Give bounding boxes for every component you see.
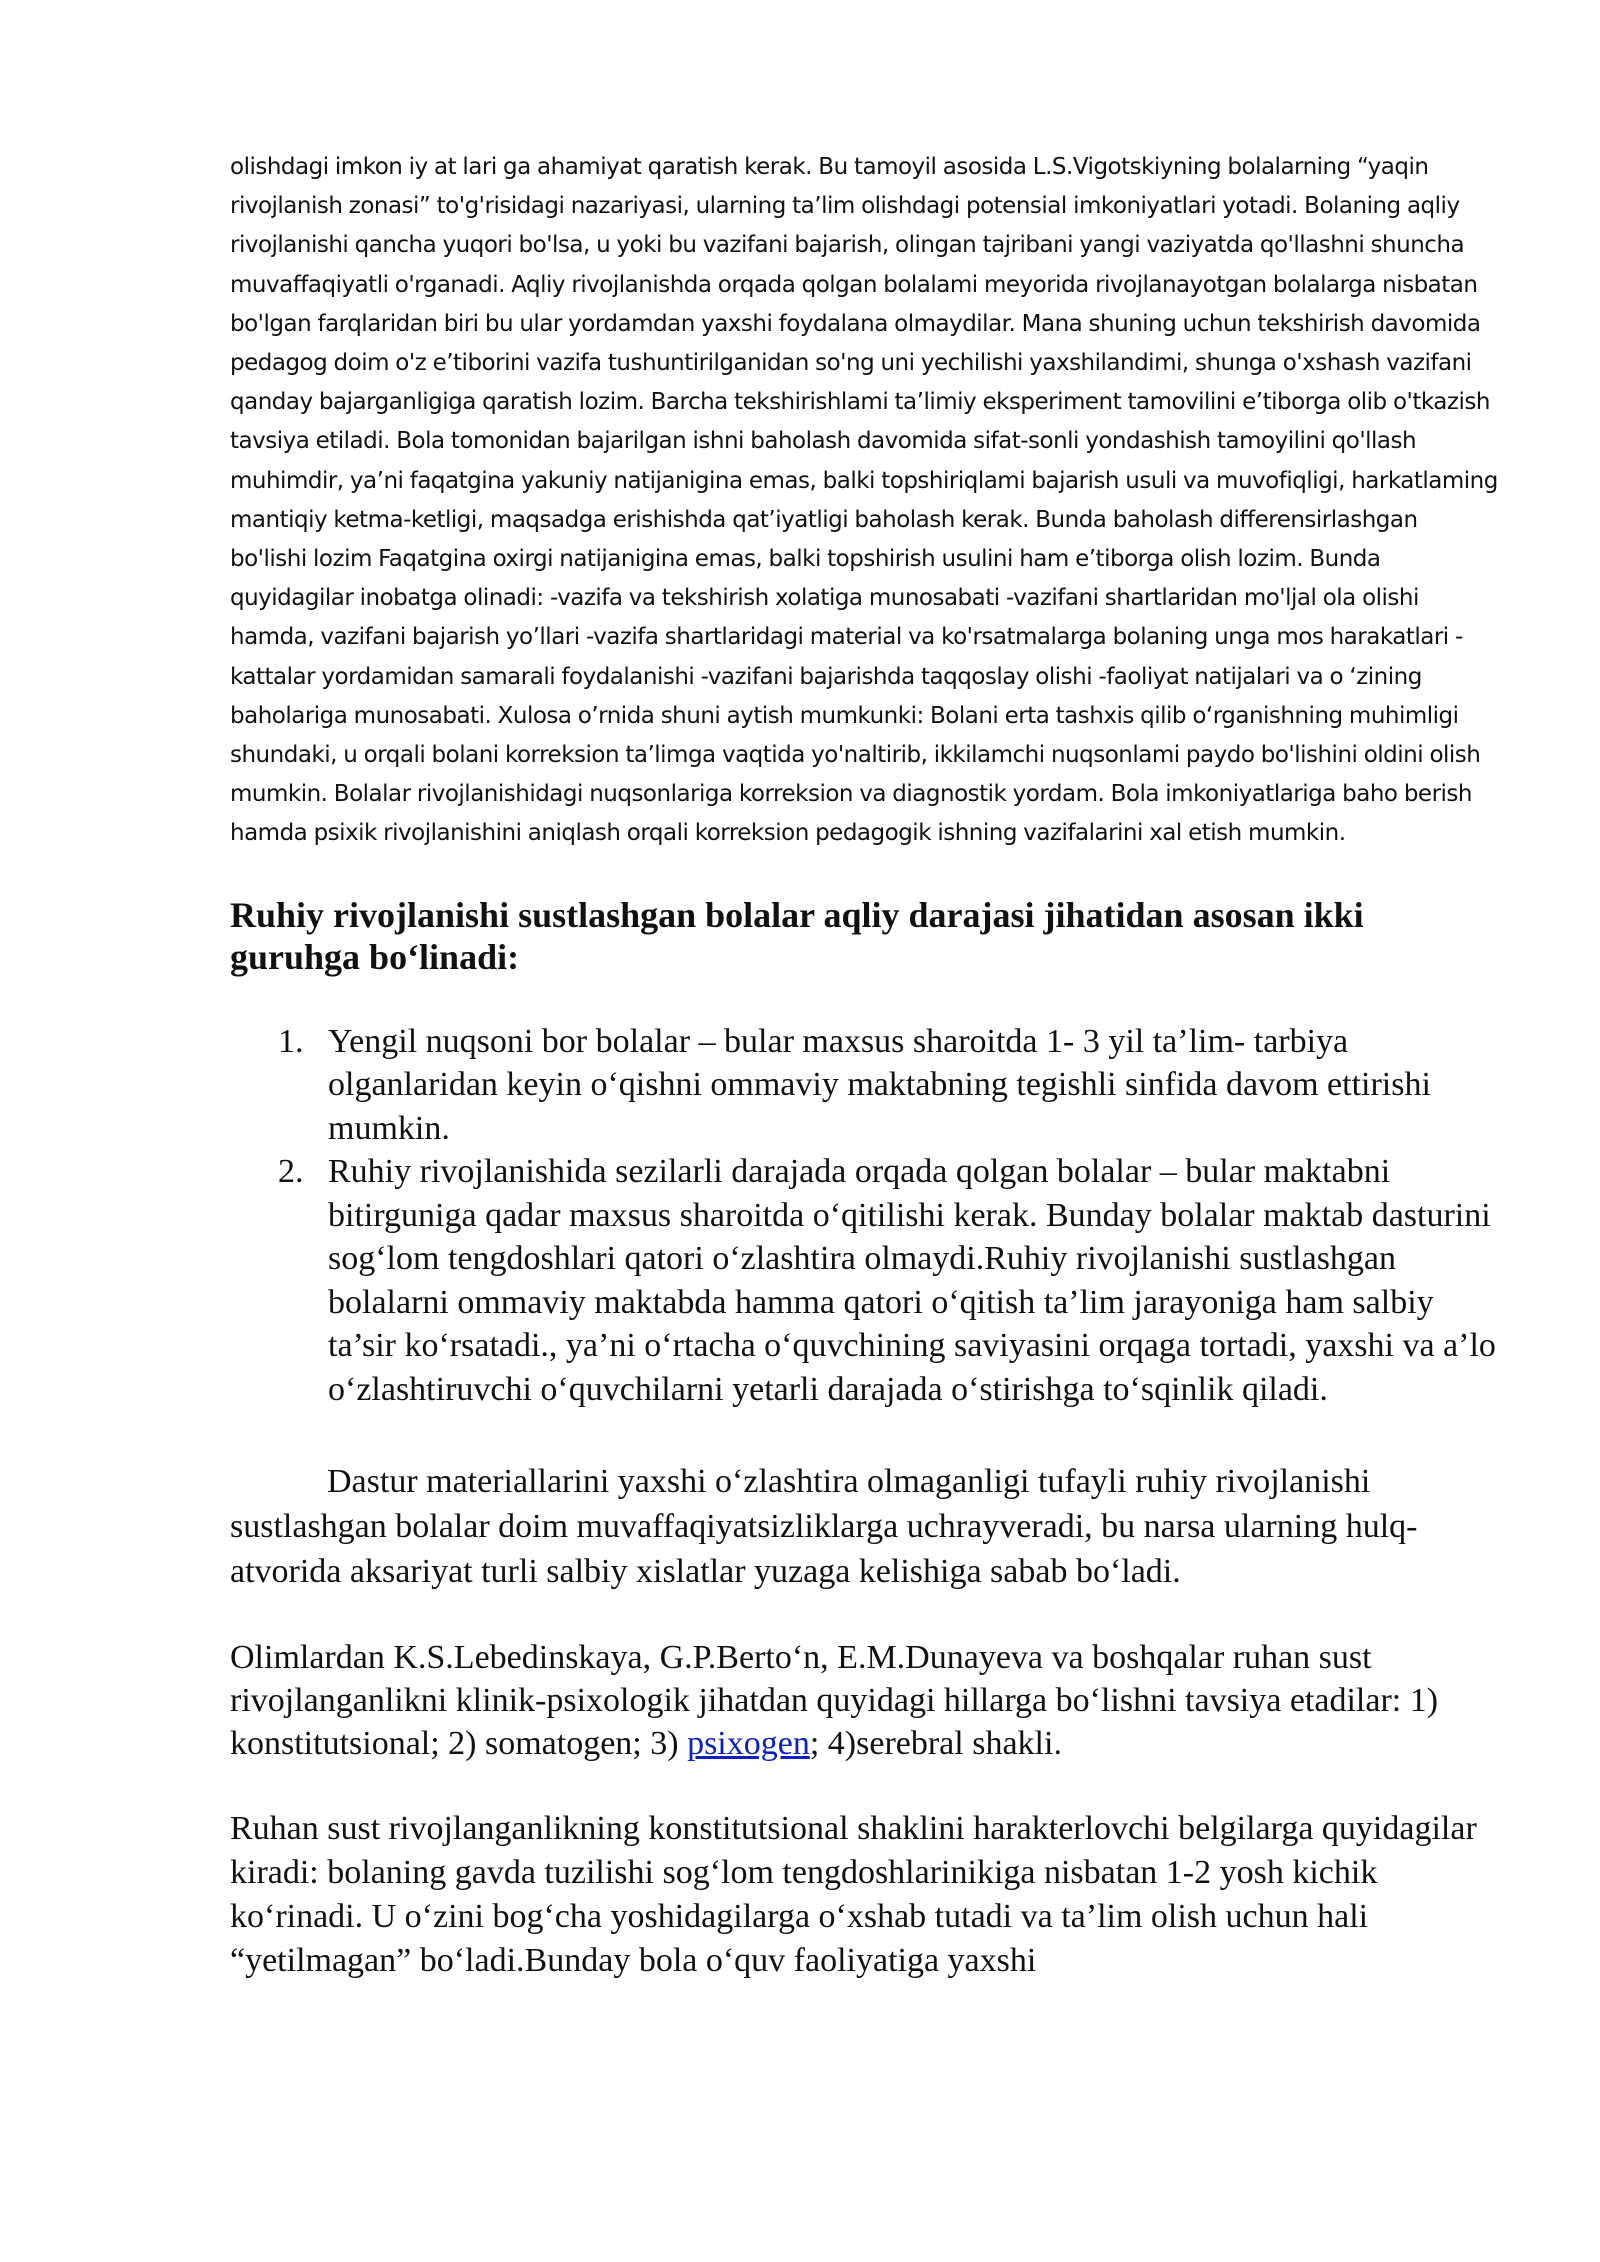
psixogen-link[interactable]: psixogen [687, 1725, 810, 1763]
paragraph-program-materials: Dastur materiallarini yaxshi o‘zlashtira olmaganligi tufayli ruhiy rivojlanishi sustlashgan bolalar doim muvaffaqiyatsizliklarga uchrayveradi, bu narsa ularning hulq-atvorida aksariyat turli salbiy xislatlar yuzaga kelishiga sabab bo‘ladi. [230, 1463, 1418, 1591]
list-item [230, 1150, 1500, 1411]
paragraph-text-before-link: Olimlardan K.S.Lebedinskaya, G.P.Berto‘n, E.M.Dunayeva va boshqalar ruhan sust rivojlanganlikni klinik-psixologik jihatdan quyidagi hillarga bo‘lishni tavsiya etadilar: 1) konstitutsional; 2) somatogen; 3) [230, 1639, 1439, 1763]
list-item [230, 1020, 1500, 1151]
numbered-list [230, 1020, 1500, 1412]
paragraph-constitutional-form: Ruhan sust rivojlanganlikning konstitutsional shaklini harakterlovchi belgilarga quyidagilar kiradi: bolaning gavda tuzilishi sog‘lom tengdoshlarinikiga nisbatan 1-2 yosh kichik ko‘rinadi. U o‘zini bog‘cha yoshidagilarga o‘xshab tutadi va ta’lim olish uchun hali “yetilmagan” bo‘ladi.Bunday bola o‘quv faoliyatiga yaxshi [230, 1810, 1477, 1980]
section-heading: Ruhiy rivojlanishi sustlashgan bolalar aqliy darajasi jihatidan asosan ikki guruhga bo‘linadi: [230, 894, 1364, 977]
list-item-number: 2. [278, 1153, 304, 1191]
list-item-text: Yengil nuqsoni bor bolalar – bular maxsus sharoitda 1- 3 yil ta’lim- tarbiya olganlaridan keyin o‘qishni ommaviy maktabning tegishli sinfida davom ettirishi mumkin. [328, 1022, 1431, 1147]
document-page [230, 148, 1500, 1983]
paragraph-text-after-link: ; 4)serebral shakli. [809, 1725, 1062, 1763]
list-item-text: Ruhiy rivojlanishida sezilarli darajada orqada qolgan bolalar – bular maktabni bitirguniga qadar maxsus sharoitda o‘qitilishi kerak. Bunday bolalar maktab dasturini sog‘lom tengdoshlari qatori o‘zlashtira olmaydi.Ruhiy rivojlanishi sustlashgan bolalarni ommaviy maktabda hamma qatori o‘qitish ta’lim jarayoniga ham salbiy ta’sir ko‘rsatadi., ya’ni o‘rtacha o‘quvchining saviyasini orqaga tortadi, yaxshi va a’lo o‘zlashtiruvchi o‘quvchilarni yetarli darajada o‘stirishga to‘sqinlik qiladi. [328, 1153, 1496, 1408]
intro-paragraph: olishdagi imkon iy at lari ga ahamiyat qaratish kerak. Bu tamoyil asosida L.S.Vigotskiyning bolalarning “yaqin rivojlanish zonasi” to'g'risidagi nazariyasi, ularning ta’lim olishdagi potensial imkoniyatlari yotadi. Bolaning aqliy rivojlanishi qancha yuqori bo'lsa, u yoki bu vazifani bajarish, olingan tajribani yangi vaziyatda qo'llashni shuncha muvaffaqiyatli o'rganadi. Aqliy rivojlanishda orqada qolgan bolalami meyorida rivojlanayotgan bolalarga nisbatan bo'lgan farqlaridan biri bu ular yordamdan yaxshi foydalana olmaydilar. Mana shuning uchun tekshirish davomida pedagog doim o'z e’tiborini vazifa tushuntirilganidan so'ng uni yechilishi yaxshilandimi, shunga o'xshash vazifani qanday bajarganligiga qaratish lozim. Barcha tekshirishlami ta’limiy eksperiment tamovilini e’tiborga olib o'tkazish tavsiya etiladi. Bola tomonidan bajarilgan ishni baholash davomida sifat-sonli yondashish tamoyilini qo'llash muhimdir, ya’ni faqatgina yakuniy natijanigina emas, balki topshiriqlami bajarish usuli va muvofiqligi, harkatlaming mantiqiy ketma-ketligi, maqsadga erishishda qat’iyatligi baholash kerak. Bunda baholash differensirlashgan bo'lishi lozim Faqatgina oxirgi natijanigina emas, balki topshirish usulini ham e’tiborga olish lozim. Bunda quyidagilar inobatga olinadi: -vazifa va tekshirish xolatiga munosabati -vazifani shartlaridan mo'ljal ola olishi hamda, vazifani bajarish yo’llari -vazifa shartlaridagi material va ko'rsatmalarga bolaning unga mos harakatlari -kattalar yordamidan samarali foydalanishi -vazifani bajarishda taqqoslay olishi -faoliyat natijalari va o ‘zining baholariga munosabati. Xulosa o’rnida shuni aytish mumkunki: Bolani erta tashxis qilib o‘rganishning muhimligi shundaki, u orqali bolani korreksion ta’limga vaqtida yo'naltirib, ikkilamchi nuqsonlami paydo bo'lishini oldini olish mumkin. Bolalar rivojlanishidagi nuqsonlariga korreksion va diagnostik yordam. Bola imkoniyatlariga baho berish hamda psixik rivojlanishini aniqlash orqali korreksion pedagogik ishning vazifalarini xal etish mumkin. [230, 154, 1498, 847]
paragraph-scientists-classification [230, 1636, 1500, 1765]
list-item-number: 1. [278, 1022, 304, 1060]
